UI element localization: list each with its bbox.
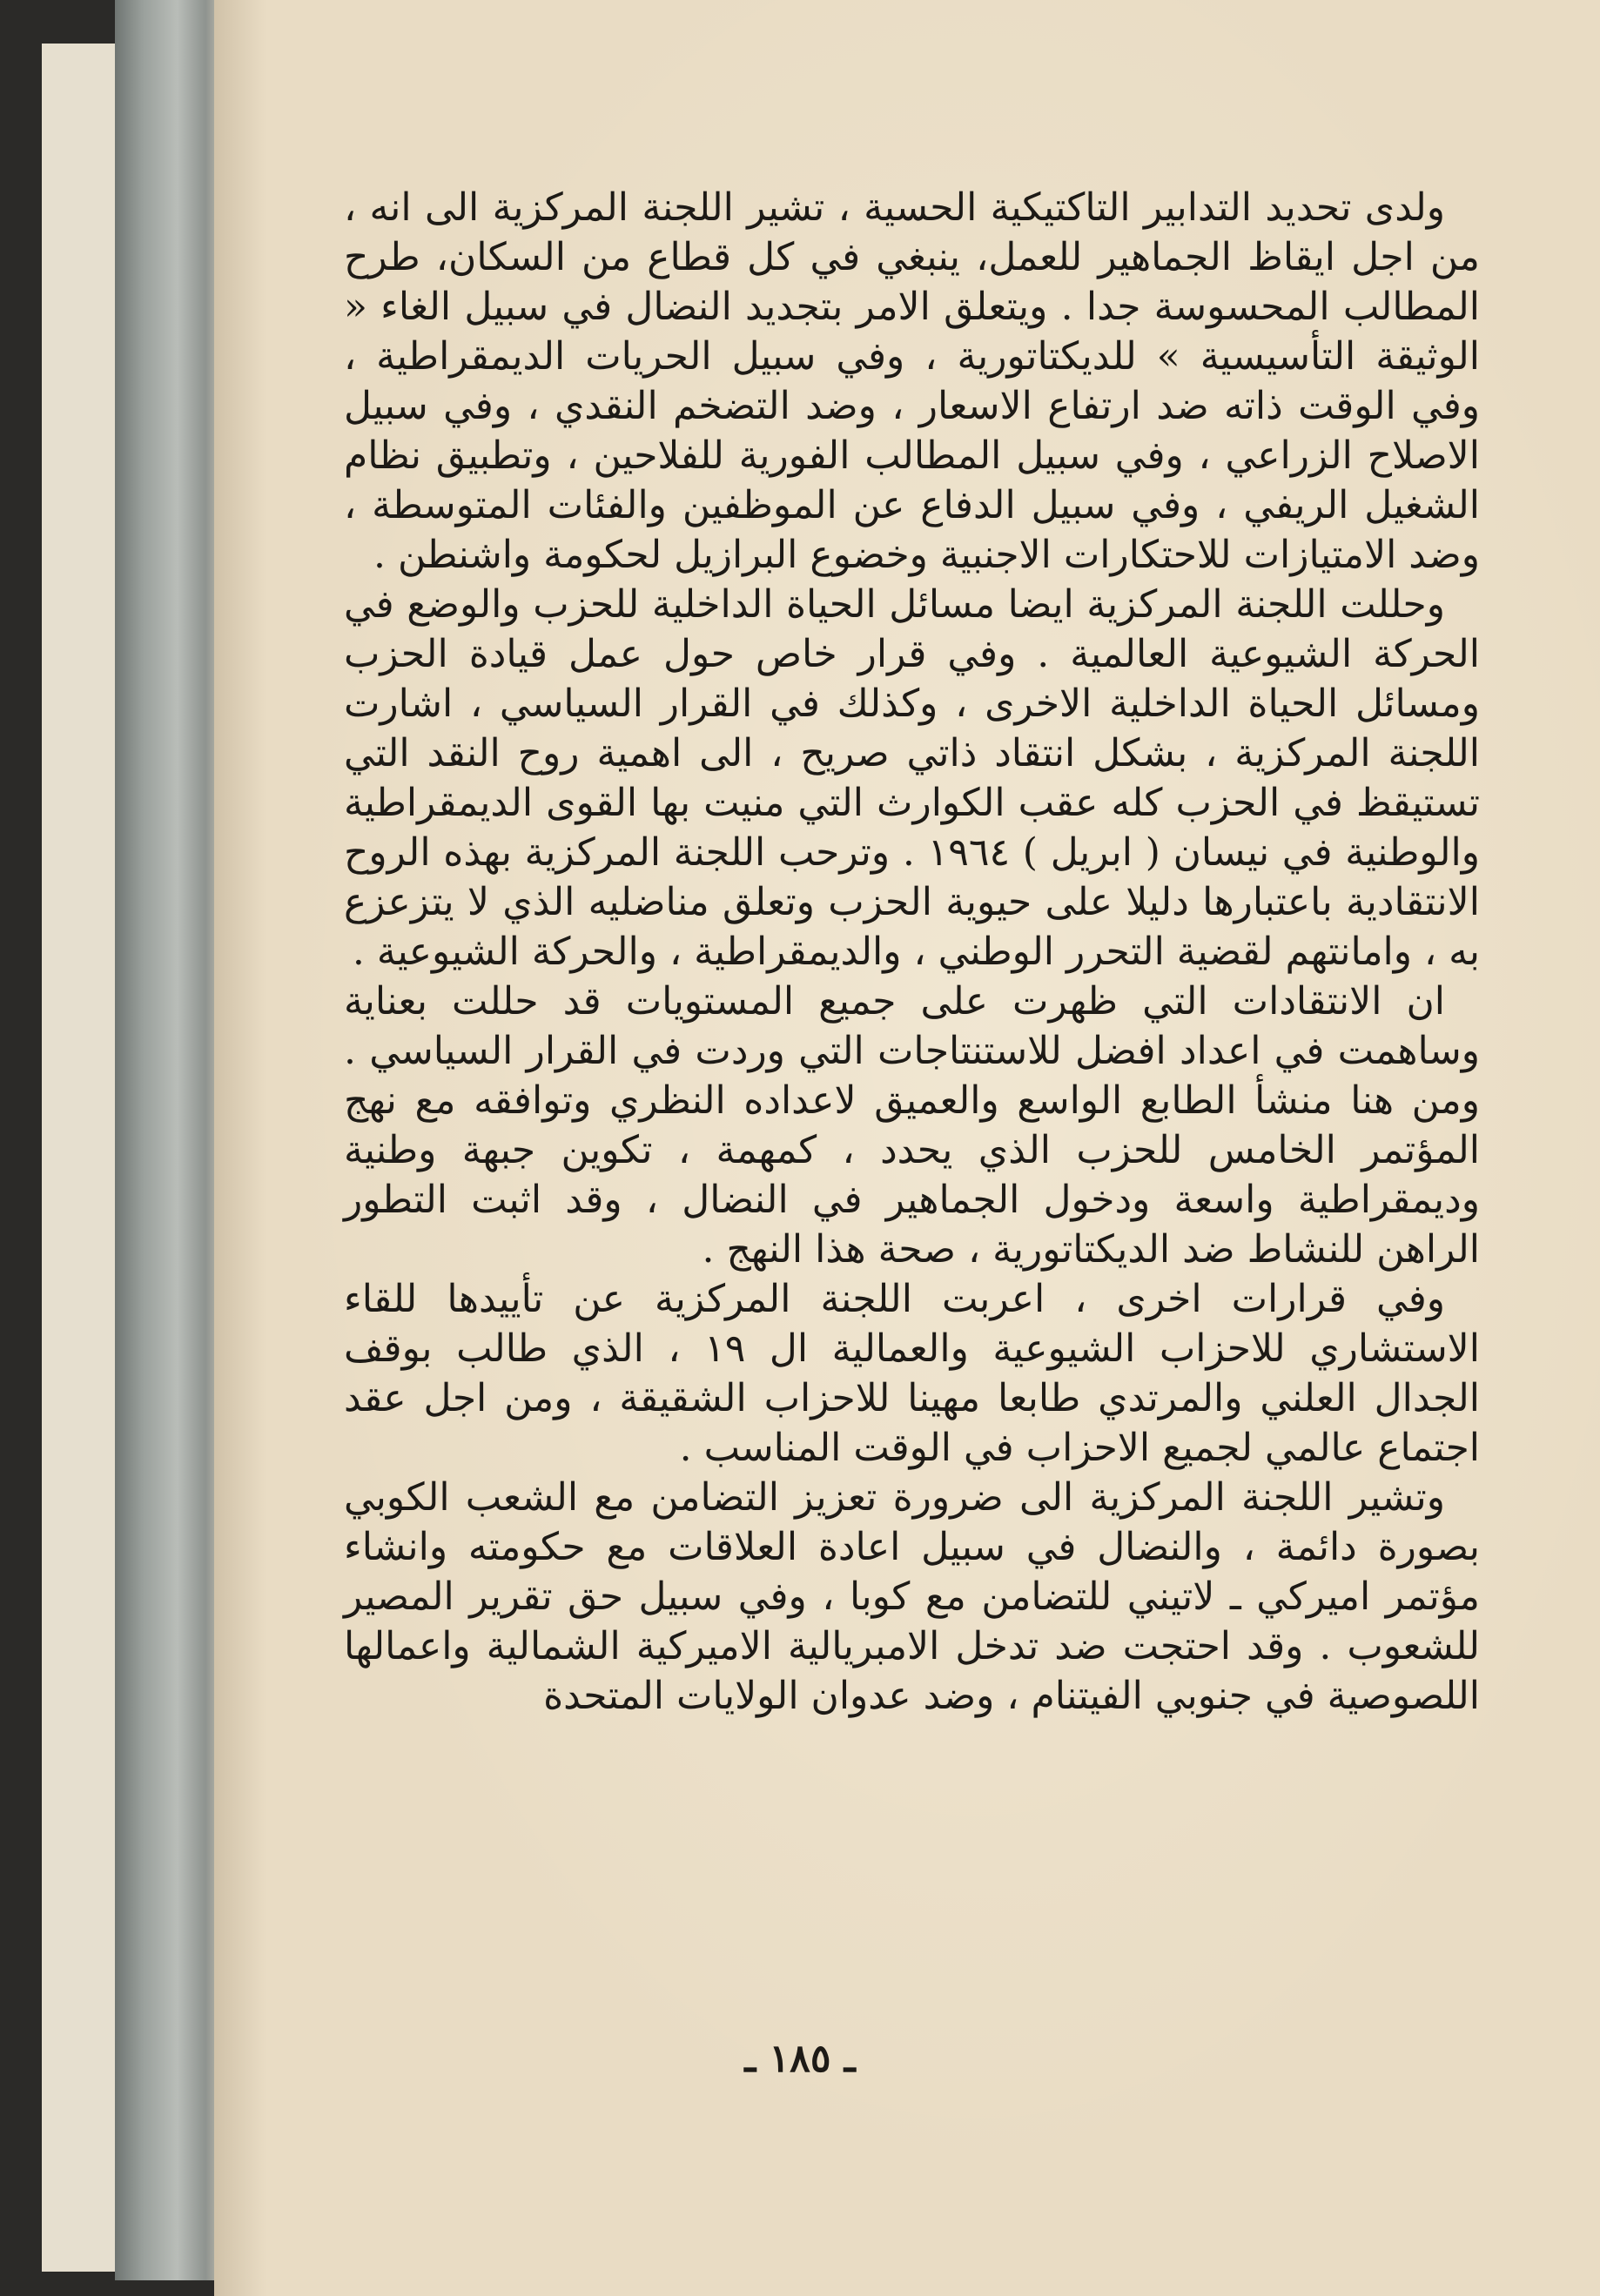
paragraph-text: ولدى تحديد التدابير التاكتيكية الحسية ، تشير اللجنة المركزية الى انه ، من اجل ايقاظ الجماهير للعمل، ينبغي في كل قطاع من السكان، طرح المطالب المحسوسة جدا . ويتعلق الامر بتجديد النضال في سبيل الغاء « الوثيقة التأسيسية » للديكتاتورية ، وفي سبيل الحريات الديمقراطية ، وفي الوقت ذاته ضد ارتفاع الاسعار ، وضد التضخم النقدي ، وفي سبيل الاصلاح الزراعي ، وفي سبيل المطالب الفورية للفلاحين ، وتطبيق نظام الشغيل الريفي ، وفي سبيل الدفاع عن الموظفين والفئات المتوسطة ، وضد الامتيازات للاحتكارات الاجنبية وخضوع البرازيل لحكومة واشنطن . xyxy=(344,185,1480,577)
paragraph-4 xyxy=(344,1274,1480,1473)
paragraph-2 xyxy=(344,580,1480,977)
paragraph-text: وتشير اللجنة المركزية الى ضرورة تعزيز التضامن مع الشعب الكوبي بصورة دائمة ، والنضال في سبيل اعادة العلاقات مع حكومته وانشاء مؤتمر اميركي ـ لاتيني للتضامن مع كوبا ، وفي سبيل حق تقرير المصير للشعوب . وقد احتجت ضد تدخل الامبريالية الاميركية الشمالية واعمالها اللصوصية في جنوبي الفيتنام ، وضد عدوان الولايات المتحدة xyxy=(344,1475,1480,1718)
paragraph-5 xyxy=(344,1473,1480,1721)
paragraph-1 xyxy=(344,183,1480,580)
paragraph-text: ان الانتقادات التي ظهرت على جميع المستويات قد حللت بعناية وساهمت في اعداد افضل للاستنتاجات التي وردت في القرار السياسي . ومن هنا منشأ الطابع الواسع والعميق لاعداده النظري وتوافقه مع نهج المؤتمر الخامس للحزب الذي يحدد ، كمهمة ، تكوين جبهة وطنية وديمقراطية واسعة ودخول الجماهير في النضال ، وقد اثبت التطور الراهن للنشاط ضد الديكتاتورية ، صحة هذا النهج . xyxy=(344,979,1480,1272)
page-body-text xyxy=(344,183,1480,1721)
page-stack-edge xyxy=(115,0,228,2280)
paragraph-text: وفي قرارات اخرى ، اعربت اللجنة المركزية عن تأييدها للقاء الاستشاري للاحزاب الشيوعية والعمالية ال ١٩ ، الذي طالب بوقف الجدال العلني والمرتدي طابعا مهينا للاحزاب الشقيقة ، ومن اجل عقد اجتماع عالمي لجميع الاحزاب في الوقت المناسب . xyxy=(344,1277,1481,1470)
paragraph-text: وحللت اللجنة المركزية ايضا مسائل الحياة الداخلية للحزب والوضع في الحركة الشيوعية العالمية . وفي قرار خاص حول عمل قيادة الحزب ومسائل الحياة الداخلية الاخرى ، وكذلك في القرار السياسي ، اشارت اللجنة المركزية ، بشكل انتقاد ذاتي صريح ، الى اهمية روح النقد التي تستيقظ في الحزب كله عقب الكوارث التي منيت بها القوى الديمقراطية والوطنية في نيسان ( ابريل ) ١٩٦٤ . وترحب اللجنة المركزية بهذه الروح الانتقادية باعتبارها دليلا على حيوية الحزب وتعلق مناضليه الذي لا يتزعزع به ، وامانتهم لقضية التحرر الوطني ، والديمقراطية ، والحركة الشيوعية . xyxy=(344,582,1481,974)
paragraph-3 xyxy=(344,977,1480,1274)
page-number: ـ ١٨٥ ـ xyxy=(744,2037,856,2081)
